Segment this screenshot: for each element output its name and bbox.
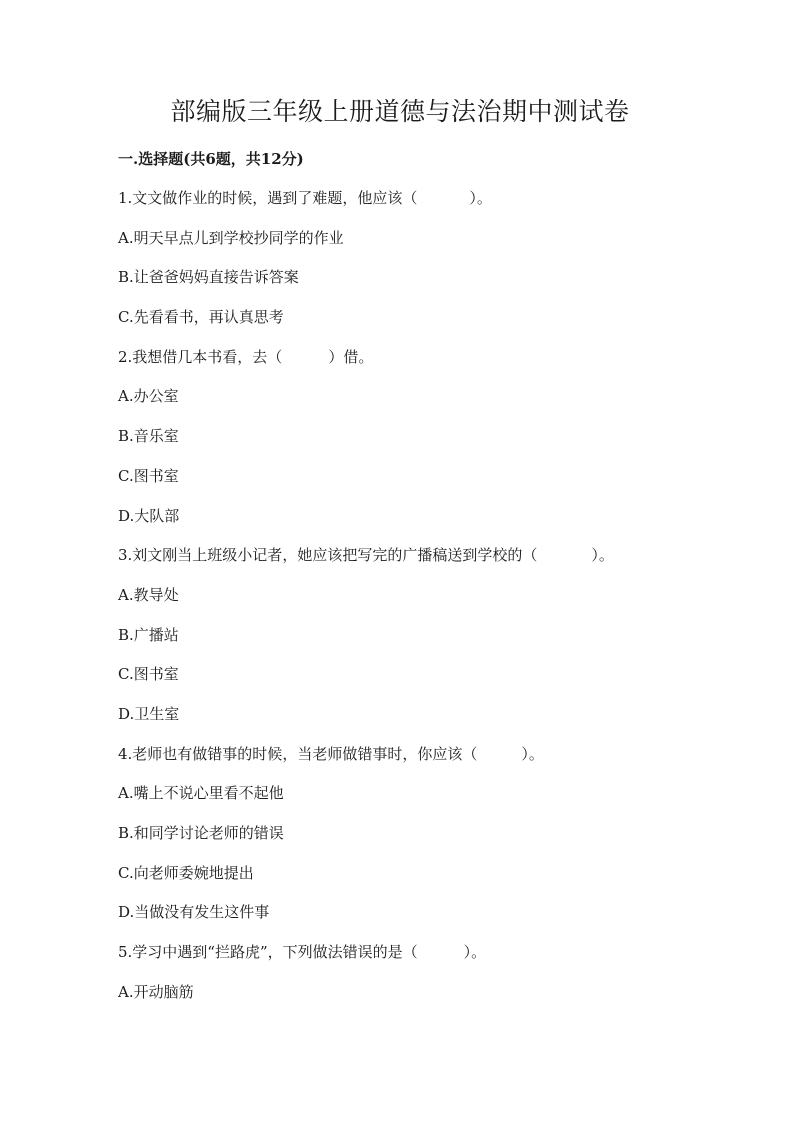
question-option: A.明天早点儿到学校抄同学的作业	[118, 228, 344, 247]
question-option: D.大队部	[118, 506, 180, 525]
question-option: B.和同学讨论老师的错误	[118, 824, 284, 842]
question-option: C.图书室	[118, 665, 179, 684]
question-stem: 1.文文做作业的时候，遇到了难题，他应该（ ）。	[118, 189, 492, 207]
question-stem: 3.刘文刚当上班级小记者，她应该把写完的广播稿送到学校的（ ）。	[118, 546, 614, 565]
question-option: A.嘴上不说心里看不起他	[118, 784, 284, 803]
question-option: A.教导处	[118, 585, 179, 604]
question-option: A.开动脑筋	[118, 982, 194, 1001]
page-title: 部编版三年级上册道德与法治期中测试卷	[170, 97, 630, 126]
question-option: C.图书室	[118, 466, 179, 485]
question-stem: 5.学习中遇到“拦路虎”，下列做法错误的是（ ）。	[118, 943, 487, 962]
question-option: C.向老师委婉地提出	[118, 863, 254, 882]
question-option: D.卫生室	[118, 704, 180, 723]
question-option: B.音乐室	[118, 427, 179, 446]
question-option: D.当做没有发生这件事	[118, 903, 270, 922]
question-option: C.先看看书，再认真思考	[118, 308, 284, 327]
question-stem: 2.我想借几本书看，去（ ）借。	[118, 347, 374, 366]
question-option: B.广播站	[118, 625, 179, 644]
question-option: A.办公室	[118, 387, 179, 406]
question-list	[118, 187, 718, 1020]
section-heading: 一.选择题(共6题，共12分)	[118, 150, 304, 168]
question-option: B.让爸爸妈妈直接告诉答案	[118, 268, 299, 287]
question-stem: 4.老师也有做错事的时候，当老师做错事时，你应该（ ）。	[118, 744, 544, 763]
